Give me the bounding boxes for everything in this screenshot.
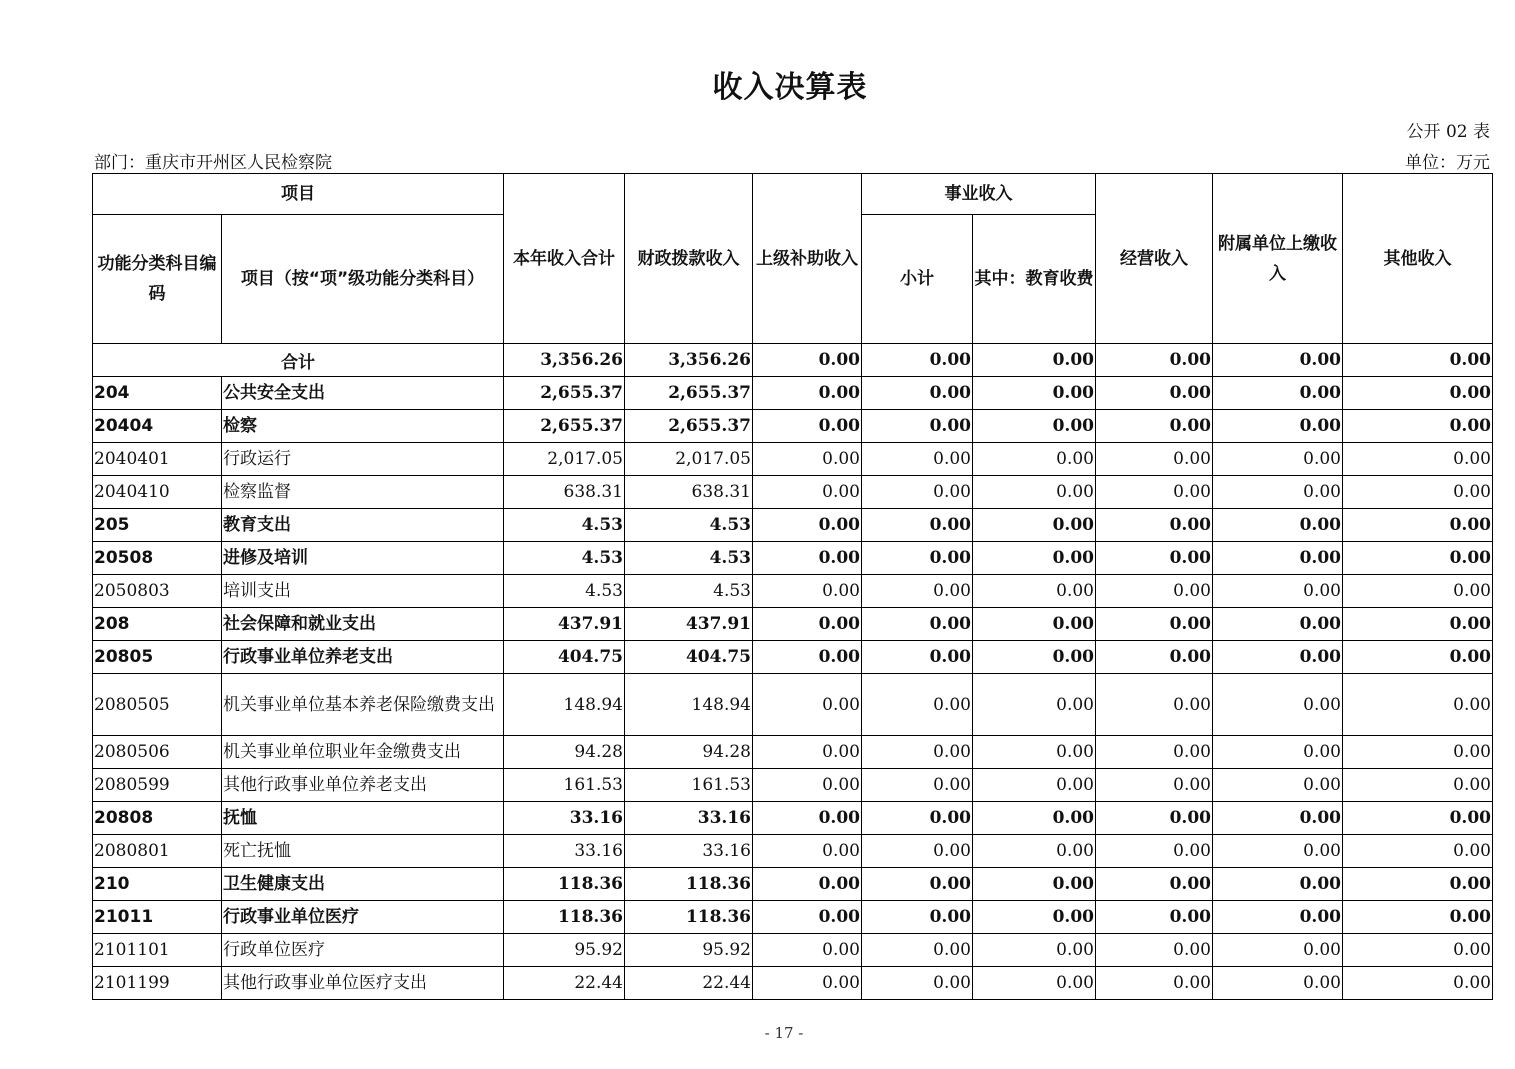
header-subtotal: 小计	[862, 215, 973, 344]
header-fiscal: 财政拨款收入	[625, 174, 753, 344]
row-value: 404.75	[625, 641, 753, 674]
row-value: 0.00	[1213, 835, 1343, 868]
row-value: 33.16	[625, 802, 753, 835]
total-value: 0.00	[1096, 344, 1213, 377]
header-education: 其中：教育收费	[973, 215, 1096, 344]
total-value: 0.00	[1343, 344, 1493, 377]
row-value: 0.00	[1213, 868, 1343, 901]
row-code: 2040401	[93, 443, 222, 476]
row-value: 33.16	[504, 835, 625, 868]
table-body	[93, 344, 1493, 1000]
department-label: 部门：重庆市开州区人民检察院	[94, 153, 332, 173]
row-value: 0.00	[1096, 410, 1213, 443]
header-total: 本年收入合计	[504, 174, 625, 344]
row-code: 204	[93, 377, 222, 410]
row-value: 404.75	[504, 641, 625, 674]
row-value: 0.00	[1096, 769, 1213, 802]
table-row	[93, 410, 1493, 443]
row-value: 0.00	[973, 868, 1096, 901]
row-value: 0.00	[1343, 736, 1493, 769]
row-name: 抚恤	[222, 802, 504, 835]
row-value: 0.00	[862, 674, 973, 736]
row-code: 2080506	[93, 736, 222, 769]
table-row	[93, 674, 1493, 736]
row-code: 2050803	[93, 575, 222, 608]
table-row	[93, 901, 1493, 934]
row-value: 148.94	[625, 674, 753, 736]
row-value: 0.00	[862, 476, 973, 509]
row-value: 2,017.05	[504, 443, 625, 476]
row-value: 0.00	[753, 542, 862, 575]
row-value: 0.00	[1213, 443, 1343, 476]
table-row	[93, 509, 1493, 542]
table-row	[93, 769, 1493, 802]
total-value: 0.00	[973, 344, 1096, 377]
row-value: 0.00	[973, 641, 1096, 674]
table-row	[93, 443, 1493, 476]
row-value: 0.00	[1343, 835, 1493, 868]
row-code: 20404	[93, 410, 222, 443]
header-business-group: 事业收入	[862, 174, 1096, 215]
row-value: 0.00	[862, 410, 973, 443]
table-row	[93, 967, 1493, 1000]
row-value: 437.91	[625, 608, 753, 641]
row-value: 0.00	[1213, 967, 1343, 1000]
row-value: 0.00	[753, 641, 862, 674]
row-value: 0.00	[1096, 443, 1213, 476]
row-value: 0.00	[1213, 641, 1343, 674]
row-value: 0.00	[1343, 509, 1493, 542]
row-value: 0.00	[1343, 802, 1493, 835]
row-code: 20805	[93, 641, 222, 674]
row-value: 0.00	[1213, 377, 1343, 410]
row-code: 2101101	[93, 934, 222, 967]
row-value: 0.00	[1343, 575, 1493, 608]
row-value: 0.00	[753, 674, 862, 736]
row-name: 机关事业单位基本养老保险缴费支出	[222, 674, 504, 736]
row-name: 机关事业单位职业年金缴费支出	[222, 736, 504, 769]
row-value: 0.00	[973, 410, 1096, 443]
total-value: 3,356.26	[625, 344, 753, 377]
row-value: 638.31	[504, 476, 625, 509]
header-superior: 上级补助收入	[753, 174, 862, 344]
row-code: 2040410	[93, 476, 222, 509]
row-value: 0.00	[1343, 967, 1493, 1000]
header-other: 其他收入	[1343, 174, 1493, 344]
row-value: 0.00	[1096, 868, 1213, 901]
row-value: 0.00	[973, 802, 1096, 835]
table-row	[93, 377, 1493, 410]
row-value: 0.00	[1343, 476, 1493, 509]
row-value: 0.00	[1096, 674, 1213, 736]
row-value: 4.53	[504, 575, 625, 608]
row-value: 0.00	[1096, 967, 1213, 1000]
row-name: 其他行政事业单位养老支出	[222, 769, 504, 802]
row-value: 148.94	[504, 674, 625, 736]
row-name: 行政单位医疗	[222, 934, 504, 967]
row-value: 0.00	[1096, 736, 1213, 769]
row-name: 行政事业单位医疗	[222, 901, 504, 934]
row-value: 0.00	[862, 967, 973, 1000]
row-value: 0.00	[1096, 934, 1213, 967]
row-value: 0.00	[973, 934, 1096, 967]
row-value: 94.28	[504, 736, 625, 769]
row-value: 0.00	[1343, 901, 1493, 934]
unit-label: 单位：万元	[1405, 153, 1490, 173]
row-value: 0.00	[862, 736, 973, 769]
row-value: 0.00	[1213, 410, 1343, 443]
income-table	[92, 173, 1493, 1000]
header-project-group: 项目	[93, 174, 504, 215]
row-value: 2,655.37	[504, 377, 625, 410]
row-value: 0.00	[1343, 377, 1493, 410]
row-value: 118.36	[504, 901, 625, 934]
row-value: 0.00	[862, 575, 973, 608]
table-row	[93, 934, 1493, 967]
row-name: 培训支出	[222, 575, 504, 608]
row-value: 0.00	[973, 967, 1096, 1000]
row-value: 4.53	[504, 509, 625, 542]
row-value: 0.00	[862, 443, 973, 476]
row-value: 638.31	[625, 476, 753, 509]
row-value: 0.00	[1213, 608, 1343, 641]
row-value: 0.00	[753, 608, 862, 641]
row-name: 死亡抚恤	[222, 835, 504, 868]
row-value: 2,655.37	[504, 410, 625, 443]
row-value: 0.00	[1343, 868, 1493, 901]
header-name: 项目（按“项”级功能分类科目）	[222, 215, 504, 344]
row-value: 0.00	[1343, 608, 1493, 641]
row-value: 0.00	[1213, 509, 1343, 542]
total-value: 0.00	[753, 344, 862, 377]
row-value: 0.00	[1343, 641, 1493, 674]
row-value: 118.36	[625, 868, 753, 901]
table-row	[93, 802, 1493, 835]
row-value: 0.00	[1213, 802, 1343, 835]
row-value: 22.44	[504, 967, 625, 1000]
row-value: 0.00	[1213, 542, 1343, 575]
row-value: 0.00	[862, 377, 973, 410]
row-code: 21011	[93, 901, 222, 934]
row-value: 118.36	[625, 901, 753, 934]
row-value: 0.00	[1096, 901, 1213, 934]
row-value: 0.00	[753, 967, 862, 1000]
row-value: 0.00	[973, 575, 1096, 608]
form-number: 公开 02 表	[1406, 122, 1490, 142]
row-value: 0.00	[973, 608, 1096, 641]
table-row	[93, 641, 1493, 674]
row-value: 4.53	[504, 542, 625, 575]
row-value: 0.00	[1343, 410, 1493, 443]
row-value: 0.00	[1343, 674, 1493, 736]
row-code: 205	[93, 509, 222, 542]
row-name: 检察	[222, 410, 504, 443]
row-value: 437.91	[504, 608, 625, 641]
row-value: 0.00	[1096, 509, 1213, 542]
row-value: 0.00	[862, 868, 973, 901]
row-value: 0.00	[973, 769, 1096, 802]
row-value: 118.36	[504, 868, 625, 901]
row-value: 0.00	[862, 509, 973, 542]
row-name: 检察监督	[222, 476, 504, 509]
row-value: 0.00	[973, 835, 1096, 868]
row-value: 0.00	[1213, 575, 1343, 608]
row-code: 2080505	[93, 674, 222, 736]
row-value: 0.00	[862, 934, 973, 967]
row-value: 33.16	[625, 835, 753, 868]
row-value: 33.16	[504, 802, 625, 835]
row-value: 0.00	[753, 410, 862, 443]
row-value: 0.00	[973, 443, 1096, 476]
row-value: 94.28	[625, 736, 753, 769]
row-value: 0.00	[1096, 476, 1213, 509]
row-code: 20508	[93, 542, 222, 575]
total-value: 0.00	[862, 344, 973, 377]
row-value: 2,017.05	[625, 443, 753, 476]
row-value: 95.92	[504, 934, 625, 967]
row-value: 0.00	[1096, 542, 1213, 575]
header-code: 功能分类科目编码	[93, 215, 222, 344]
row-value: 0.00	[1213, 934, 1343, 967]
row-value: 0.00	[862, 608, 973, 641]
row-value: 0.00	[973, 509, 1096, 542]
row-name: 社会保障和就业支出	[222, 608, 504, 641]
row-value: 0.00	[753, 377, 862, 410]
row-value: 0.00	[862, 802, 973, 835]
row-value: 0.00	[1343, 443, 1493, 476]
row-code: 2080599	[93, 769, 222, 802]
row-value: 0.00	[973, 736, 1096, 769]
row-value: 0.00	[753, 835, 862, 868]
row-value: 0.00	[862, 769, 973, 802]
row-value: 22.44	[625, 967, 753, 1000]
table-row	[93, 736, 1493, 769]
row-code: 2101199	[93, 967, 222, 1000]
row-value: 0.00	[973, 901, 1096, 934]
table-row	[93, 476, 1493, 509]
row-value: 0.00	[973, 674, 1096, 736]
table-row	[93, 575, 1493, 608]
header-operating: 经营收入	[1096, 174, 1213, 344]
total-label: 合计	[93, 344, 504, 377]
row-value: 0.00	[1096, 802, 1213, 835]
row-name: 进修及培训	[222, 542, 504, 575]
row-value: 0.00	[1343, 769, 1493, 802]
row-value: 0.00	[862, 901, 973, 934]
header-affiliated: 附属单位上缴收入	[1213, 174, 1343, 344]
row-code: 20808	[93, 802, 222, 835]
row-value: 4.53	[625, 575, 753, 608]
row-value: 0.00	[1096, 835, 1213, 868]
page-number: - 17 -	[764, 1024, 804, 1042]
row-value: 95.92	[625, 934, 753, 967]
total-value: 3,356.26	[504, 344, 625, 377]
row-value: 0.00	[1213, 901, 1343, 934]
row-name: 其他行政事业单位医疗支出	[222, 967, 504, 1000]
row-code: 208	[93, 608, 222, 641]
row-value: 0.00	[1096, 641, 1213, 674]
total-value: 0.00	[1213, 344, 1343, 377]
row-value: 0.00	[1343, 542, 1493, 575]
page-title: 收入决算表	[712, 70, 868, 105]
row-value: 0.00	[1213, 674, 1343, 736]
row-name: 行政运行	[222, 443, 504, 476]
row-value: 0.00	[753, 476, 862, 509]
row-value: 2,655.37	[625, 410, 753, 443]
row-value: 161.53	[625, 769, 753, 802]
row-value: 4.53	[625, 542, 753, 575]
row-value: 0.00	[1213, 769, 1343, 802]
row-value: 161.53	[504, 769, 625, 802]
row-code: 2080801	[93, 835, 222, 868]
table-row	[93, 868, 1493, 901]
row-value: 0.00	[753, 868, 862, 901]
total-row	[93, 344, 1493, 377]
row-value: 0.00	[1343, 934, 1493, 967]
row-value: 0.00	[1096, 575, 1213, 608]
row-name: 公共安全支出	[222, 377, 504, 410]
row-value: 0.00	[1096, 377, 1213, 410]
row-value: 4.53	[625, 509, 753, 542]
row-value: 0.00	[1213, 476, 1343, 509]
row-value: 0.00	[862, 641, 973, 674]
row-code: 210	[93, 868, 222, 901]
table-row	[93, 542, 1493, 575]
row-value: 0.00	[753, 575, 862, 608]
row-value: 0.00	[973, 377, 1096, 410]
row-value: 0.00	[753, 934, 862, 967]
row-value: 2,655.37	[625, 377, 753, 410]
row-value: 0.00	[973, 542, 1096, 575]
row-value: 0.00	[753, 769, 862, 802]
row-value: 0.00	[1096, 608, 1213, 641]
row-value: 0.00	[753, 509, 862, 542]
row-value: 0.00	[862, 835, 973, 868]
row-value: 0.00	[753, 901, 862, 934]
row-value: 0.00	[862, 542, 973, 575]
row-value: 0.00	[973, 476, 1096, 509]
row-name: 行政事业单位养老支出	[222, 641, 504, 674]
row-name: 教育支出	[222, 509, 504, 542]
row-value: 0.00	[753, 736, 862, 769]
row-value: 0.00	[1213, 736, 1343, 769]
table-row	[93, 835, 1493, 868]
table-row	[93, 608, 1493, 641]
row-value: 0.00	[753, 802, 862, 835]
row-name: 卫生健康支出	[222, 868, 504, 901]
row-value: 0.00	[753, 443, 862, 476]
